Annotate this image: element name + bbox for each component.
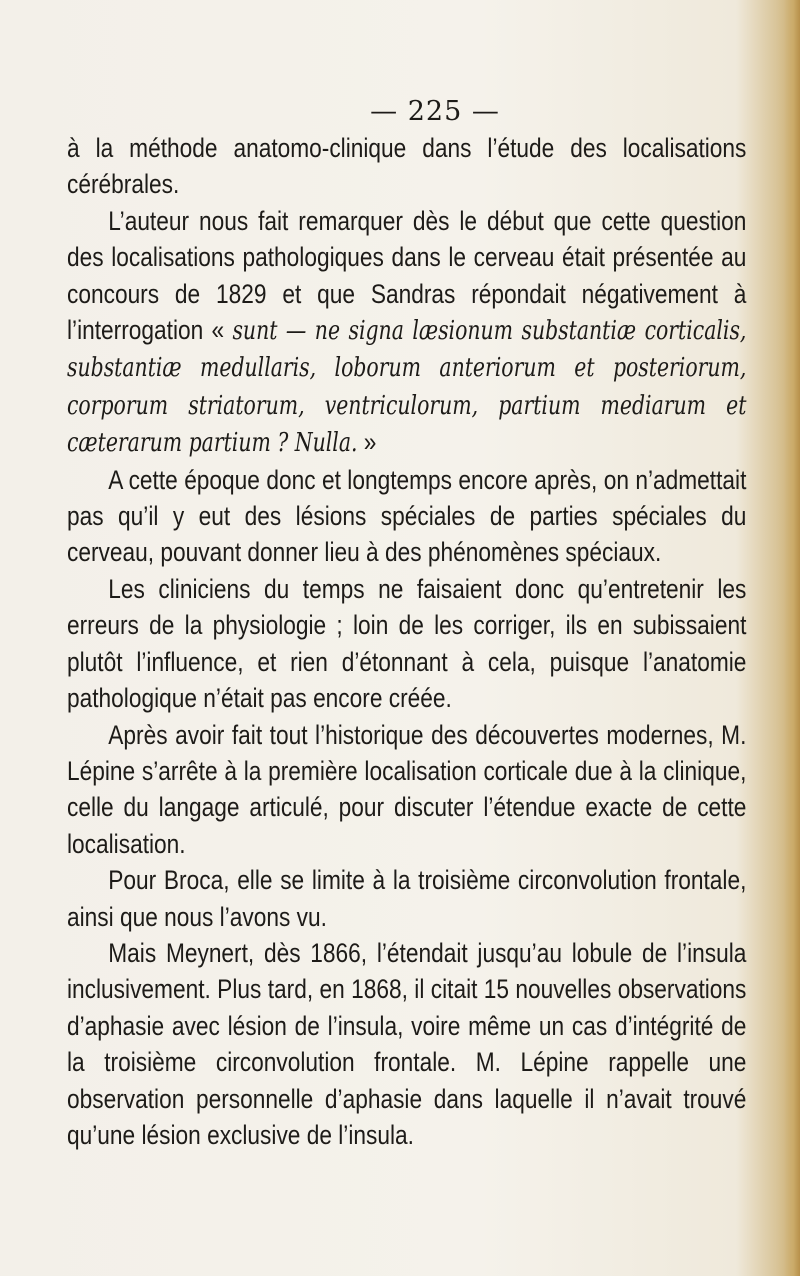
- paragraph-text: Les cliniciens du temps ne faisaient donc qu’entretenir les erreurs de la physiologie ; loin de les corriger, ils en subissaient plutôt l’influence, et rien d’étonnant à cela, puisque l’anatomie pathologique n’était pas encore créée.: [67, 573, 747, 714]
- body-text: [67, 130, 746, 1153]
- paragraph: [67, 130, 746, 203]
- page-number: — 225 —: [370, 96, 500, 127]
- paragraph: [67, 935, 746, 1153]
- paragraph-text: Après avoir fait tout l’historique des découvertes modernes, M. Lépine s’arrête à la première localisation corticale due à la clinique, celle du langage articulé, pour discuter l’étendue exacte de cette localisation.: [67, 719, 747, 859]
- paragraph-text: A cette époque donc et longtemps encore après, on n’admettait pas qu’il y eut des lésions spéciales de parties spéciales du cerveau, pouvant donner lieu à des phénomènes spéciaux.: [67, 464, 747, 568]
- latin-quotation: sunt — ne signa læsionum substantiæ corticalis, substantiæ medullaris, loborum anteriorum et posteriorum, corporum striatorum, ventriculorum, partium mediarum et cæterarum partium ? Nulla.: [67, 315, 747, 459]
- paragraph: [67, 203, 746, 462]
- paragraph-text: à la méthode anatomo-clinique dans l’étude des localisations cérébrales.: [67, 133, 747, 200]
- paragraph: [67, 862, 746, 935]
- paragraph: [67, 462, 746, 571]
- page-edge-shading: [784, 0, 800, 1276]
- paragraph-text: L’auteur nous fait remarquer dès le début que cette question des localisations pathologiques dans le cerveau était présentée au concours de 1829 et que Sandras répondait négativement à l’interrogation «: [67, 205, 747, 346]
- paragraph: [67, 717, 746, 863]
- paragraph: [67, 571, 746, 717]
- paragraph-text: Pour Broca, elle se limite à la troisième circonvolution frontale, ainsi que nous l’avons vu.: [67, 865, 747, 932]
- paragraph-text: Mais Meynert, dès 1866, l’étendait jusqu’au lobule de l’insula inclusivement. Plus tard, en 1868, il citait 15 nouvelles observations d’aphasie avec lésion de l’insula, voire même un cas d’intégrité de la troisième circonvolution frontale. M. Lépine rappelle une observation personnelle d’aphasie dans laquelle il n’avait trouvé qu’une lésion exclusive de l’insula.: [67, 937, 747, 1150]
- paragraph-text: »: [357, 427, 377, 458]
